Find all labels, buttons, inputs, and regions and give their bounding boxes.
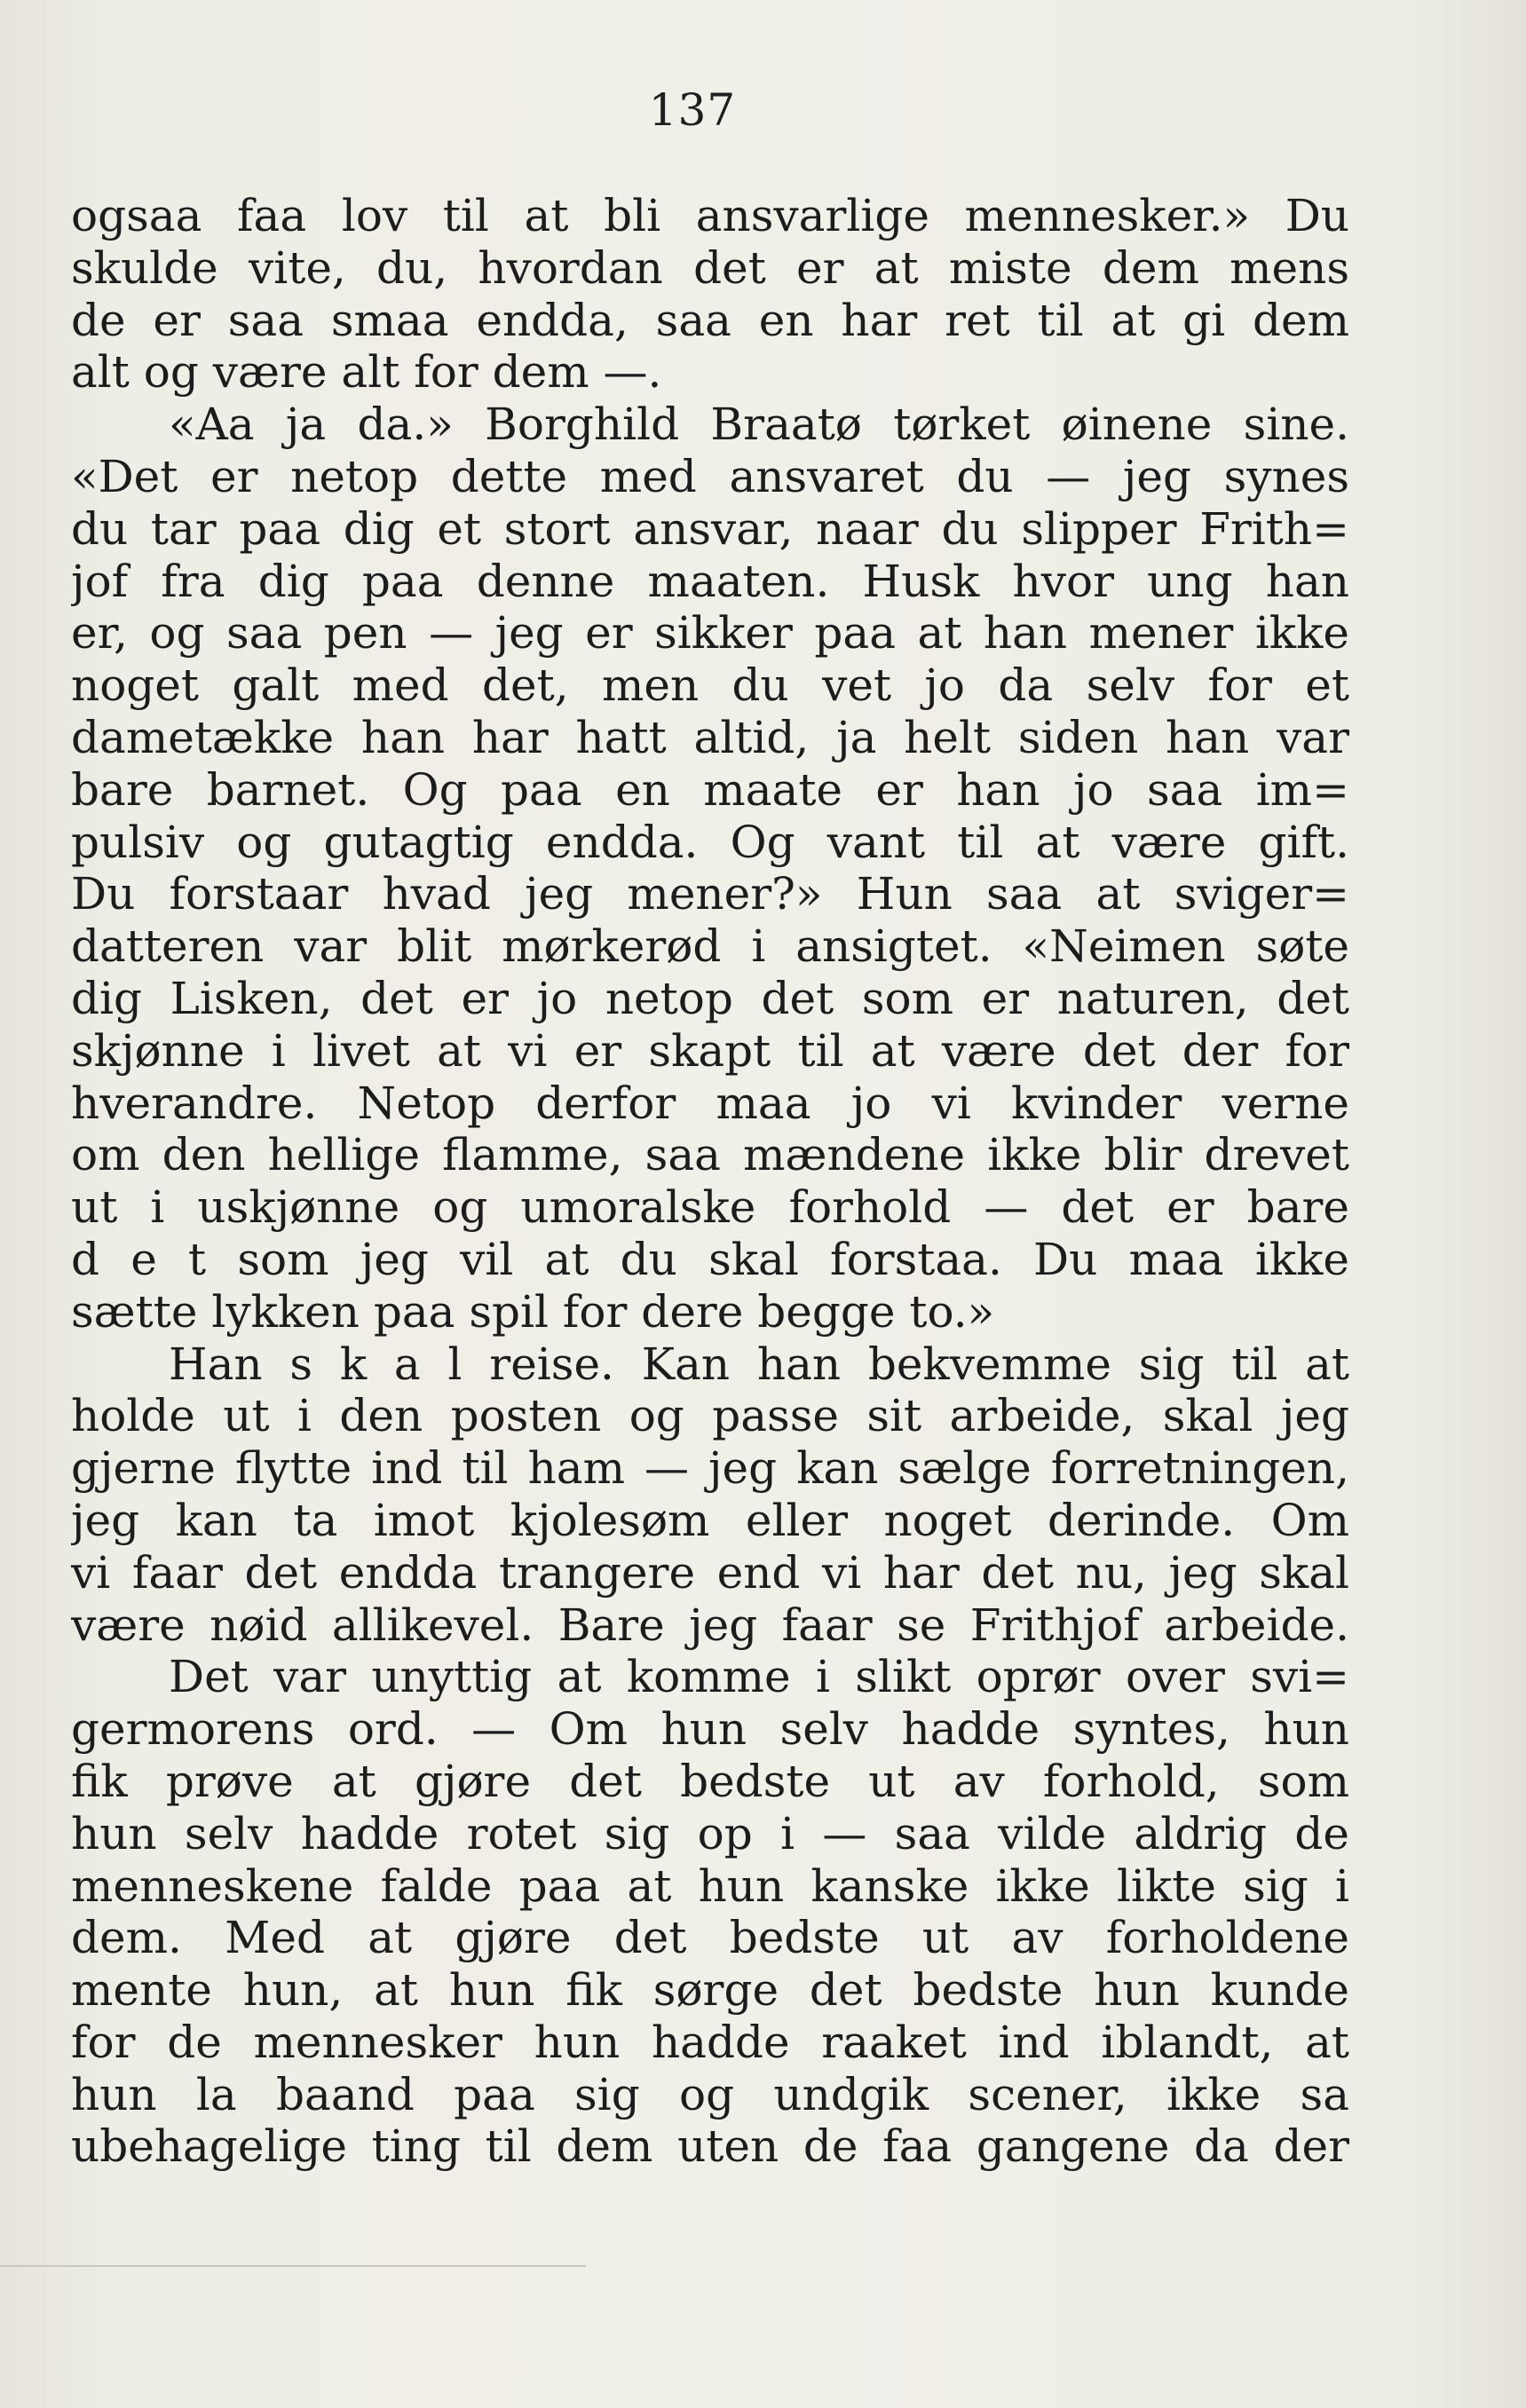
- text-line: d e t som jeg vil at du skal forstaa. Du maa ikke: [71, 1233, 1349, 1285]
- text-line: hun selv hadde rotet sig op i — saa vilde aldrig de: [71, 1807, 1349, 1859]
- text-line: for de mennesker hun hadde raaket ind iblandt, at: [71, 2016, 1349, 2068]
- text-line: du tar paa dig et stort ansvar, naar du slipper Frith=: [71, 502, 1349, 555]
- text-line: «Aa ja da.» Borghild Braatø tørket øinene sine.: [169, 399, 1349, 451]
- text-line: er, og saa pen — jeg er sikker paa at han mener ikke: [71, 607, 1349, 659]
- text-line: fik prøve at gjøre det bedste ut av forhold, som: [71, 1755, 1349, 1807]
- text-line: ogsaa faa lov til at bli ansvarlige mennesker.» Du: [71, 190, 1349, 241]
- page-edge-divider: [0, 2265, 586, 2267]
- text-line: vi faar det endda trangere end vi har det nu, jeg skal: [71, 1546, 1349, 1599]
- text-line: menneskene falde paa at hun kanske ikke likte sig i: [71, 1859, 1349, 1912]
- text-line: gjerne flytte ind til ham — jeg kan sælge forretningen,: [71, 1442, 1349, 1495]
- text-line: germorens ord. — Om hun selv hadde syntes, hun: [71, 1703, 1349, 1756]
- text-line: noget galt med det, men du vet jo da selv for et: [71, 659, 1349, 712]
- text-line: Du forstaar hvad jeg mener?» Hun saa at sviger=: [71, 868, 1349, 920]
- text-line: Han s k a l reise. Kan han bekvemme sig til at: [169, 1338, 1349, 1390]
- text-line: ubehagelige ting til dem uten de faa gangene da der: [71, 2120, 1349, 2173]
- text-line: pulsiv og gutagtig endda. Og vant til at være gift.: [71, 816, 1349, 868]
- text-line: holde ut i den posten og passe sit arbeide, skal jeg: [71, 1390, 1349, 1442]
- text-line: de er saa smaa endda, saa en har ret til at gi dem: [71, 294, 1349, 346]
- text-line: Det var unyttig at komme i slikt oprør over svi=: [169, 1651, 1349, 1703]
- text-line: skulde vite, du, hvordan det er at miste dem mens: [71, 241, 1349, 294]
- page-number: 137: [648, 84, 737, 136]
- text-line: datteren var blit mørkerød i ansigtet. «Neimen søte: [71, 920, 1349, 973]
- text-line: bare barnet. Og paa en maate er han jo saa im=: [71, 763, 1349, 816]
- text-line: hun la baand paa sig og undgik scener, ikke sa: [71, 2068, 1349, 2120]
- text-line: jeg kan ta imot kjolesøm eller noget derinde. Om: [71, 1494, 1349, 1546]
- text-line: sætte lykken paa spil for dere begge to.»: [71, 1285, 995, 1338]
- text-line: ut i uskjønne og umoralske forhold — det er bare: [71, 1181, 1349, 1234]
- text-line: hverandre. Netop derfor maa jo vi kvinder verne: [71, 1077, 1349, 1129]
- text-line: være nøid allikevel. Bare jeg faar se Frithjof arbeide.: [71, 1599, 1349, 1651]
- text-line: dametække han har hatt altid, ja helt siden han var: [71, 711, 1349, 763]
- text-line: «Det er netop dette med ansvaret du — jeg synes: [71, 450, 1349, 502]
- text-line: mente hun, at hun fik sørge det bedste hun kunde: [71, 1964, 1349, 2017]
- text-line: alt og være alt for dem —.: [71, 346, 662, 399]
- text-line: jof fra dig paa denne maaten. Husk hvor ung han: [71, 555, 1349, 607]
- text-line: dem. Med at gjøre det bedste ut av forholdene: [71, 1912, 1349, 1964]
- body-text: [71, 190, 1349, 2173]
- text-line: om den hellige flamme, saa mændene ikke blir drevet: [71, 1129, 1349, 1181]
- text-line: dig Lisken, det er jo netop det som er naturen, det: [71, 972, 1349, 1024]
- text-line: skjønne i livet at vi er skapt til at være det der for: [71, 1024, 1349, 1077]
